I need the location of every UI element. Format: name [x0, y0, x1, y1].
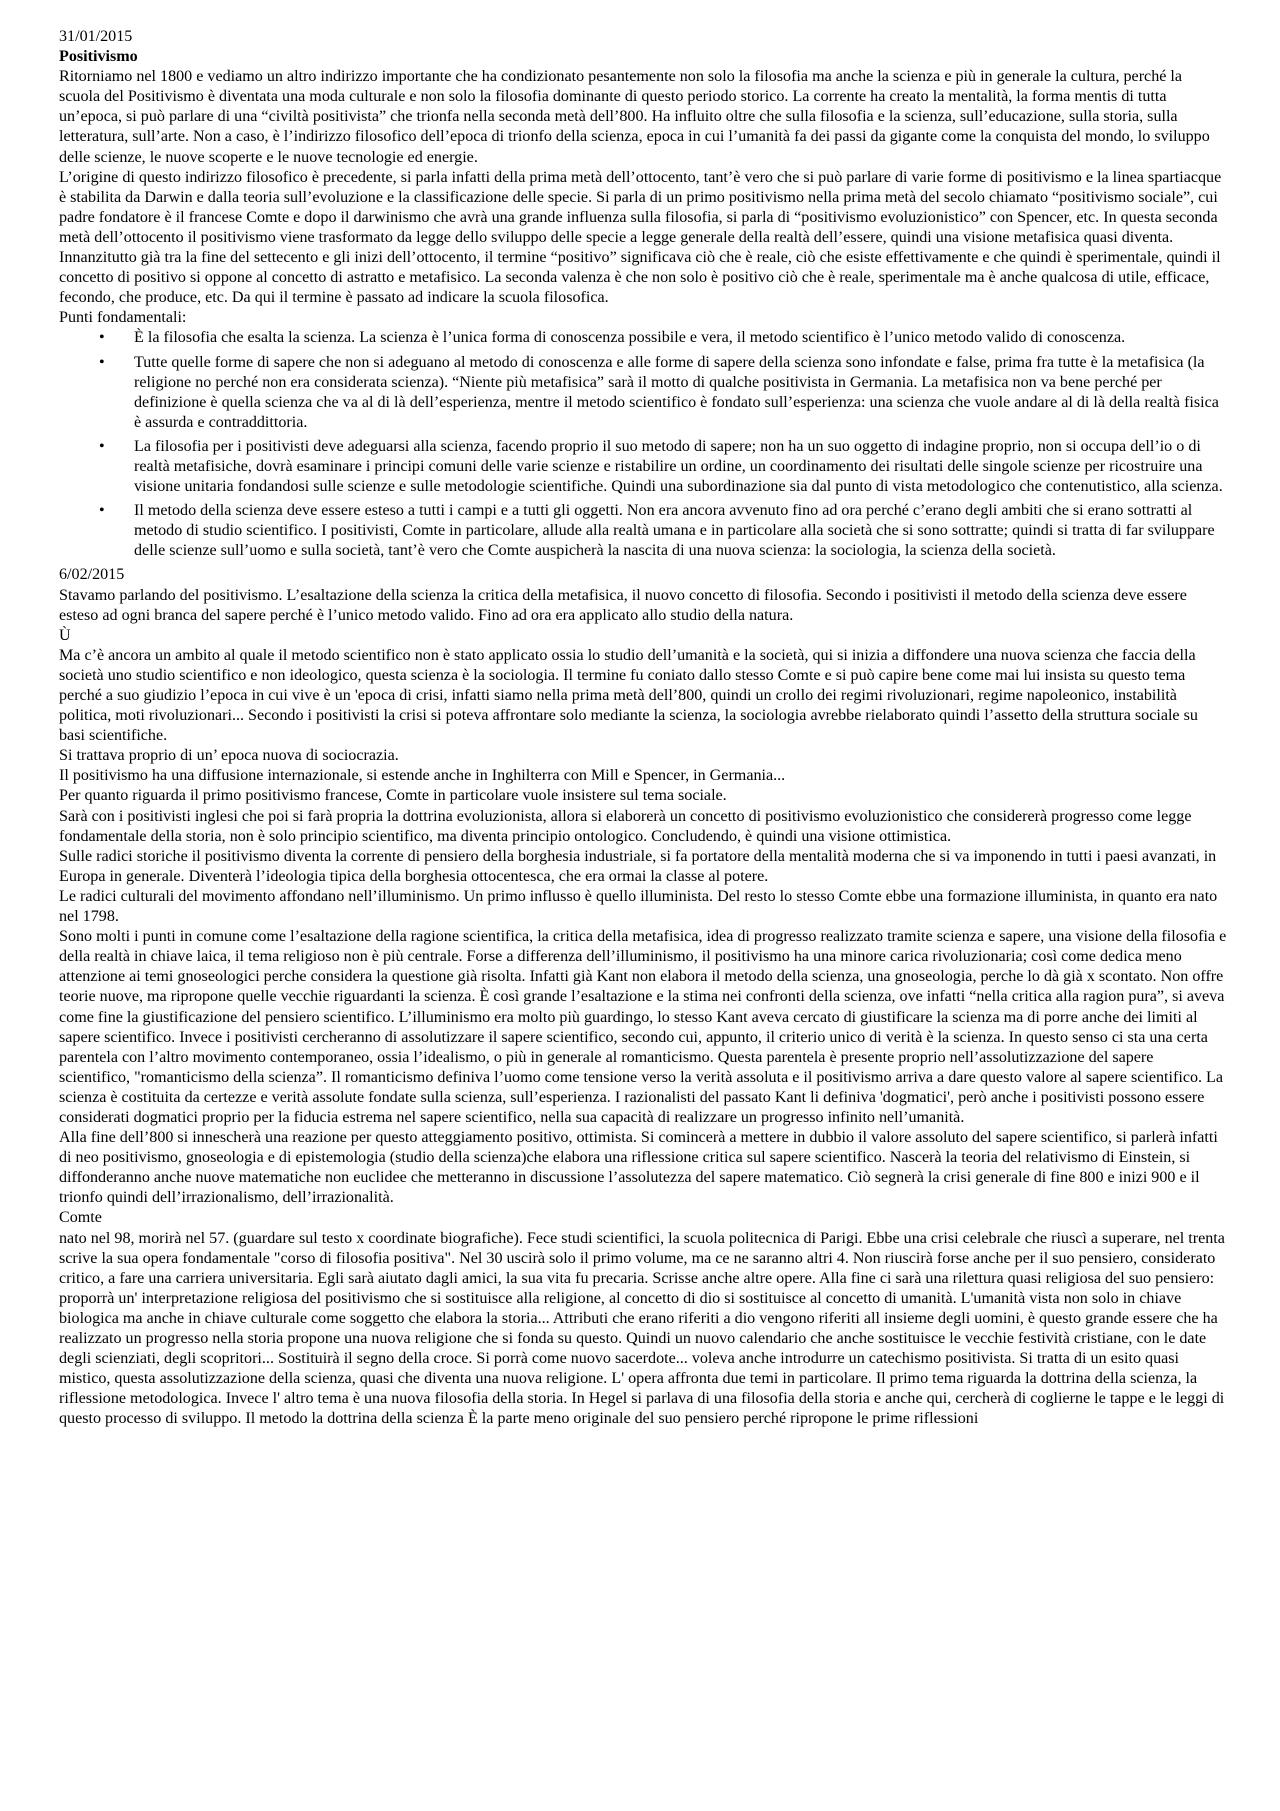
list-item [59, 353, 1227, 433]
list-item [59, 328, 1227, 348]
points-heading: Punti fondamentali: [59, 309, 187, 327]
paragraph: nato nel 98, morirà nel 57. (guardare sul testo x coordinate biografiche). Fece studi scientifici, la scuola politecnica di Parigi. Ebbe una crisi celebrale che riuscì a superare, nel trenta scrive la sua opera fondamentale "corso di filosofia positiva". Nel 30 uscirà solo il primo volume, ma ce ne saranno altri 4. Non riuscirà forse anche per il suo pensiero, considerato critico, a fare una carriera universitaria. Egli sarà aiutato dagli amici, la sua vita fu precaria. Scrisse anche altre opere. Alla fine ci sarà una rilettura quasi religiosa del suo pensiero: proporrà un' interpretazione religiosa del positivismo che si sostituisce alla religione, al concetto di dio si sostituisce al concetto di umanità. L'umanità vista non solo in chiave biologica ma anche in chiave culturale come soggetto che elabora la storia... Attributi che erano riferiti a dio vengono riferiti all insieme degli uomini, è questo grande essere che ha realizzato un progresso nella storia propone una nuova religione che si fonda su questo. Quindi un nuovo calendario che anche sostituisce le vecchie festività cristiane, con le date degli scienziati, degli scopritori... Sostituirà il segno della croce. Si porrà come nuovo sacerdote... voleva anche introdurre un catechismo positivista. Si tratta di un esito quasi mistico, questa assolutizzazione della scienza, quasi che diventa una nuova religione. L' opera affronta due temi in particolare. Il primo tema riguarda la dottrina della scienza, la riflessione metodologica. Invece l' altro tema è una nuova filosofia della storia. In Hegel si parlava di una filosofia della storia e anche qui, cercherà di coglierne le tappe e le leggi di questo processo di sviluppo. Il metodo la dottrina della scienza È la parte meno originale del suo pensiero perché ripropone le prime riflessioni [59, 1229, 1225, 1428]
paragraph: L’origine di questo indirizzo filosofico è precedente, si parla infatti della prima metà dell’ottocento, tant’è vero che si può parlare di varie forme di positivismo e la linea spartiacque è stabilita da Darwin e dalla teoria sull’evoluzione e la classificazione delle specie. Si parla di un primo positivismo nella prima metà del secolo chiamato “positivismo sociale”, cui padre fondatore è il francese Comte e dopo il darwinismo che avrà una grande influenza sulla filosofia, si parla di “positivismo evoluzionistico” con Spencer, etc. In questa seconda metà dell’ottocento il positivismo viene trasformato da legge dello sviluppo delle specie a legge generale della realtà dell’essere, quindi una visione metafisica quasi diventa. [59, 168, 1222, 246]
list-item-text: La filosofia per i positivisti deve adeguarsi alla scienza, facendo proprio il suo metodo di sapere; non ha un suo oggetto di indagine proprio, non si occupa dell’io o di realtà metafisiche, dovrà esaminare i principi comuni delle varie scienze e ristabilire un ordine, un coordinamento dei risultati delle singole scienze per ricostruire una visione unitaria fondandosi sulle scienze e sulle metodologie scientifiche. Quindi una subordinazione sia dal punto di vista metodologico che contenutistico, alla scienza. [134, 437, 1223, 496]
paragraph: Innanzitutto già tra la fine del settecento e gli inizi dell’ottocento, il termine “positivo” significava ciò che è reale, ciò che esiste effettivamente e che quindi è sperimentale, quindi il concetto di positivo si oppone al concetto di astratto e metafisico. La seconda valenza è che non solo è positivo ciò che è reale, sperimentale ma è anche qualcosa di utile, efficace, fecondo, che produce, etc. Da qui il termine è passato ad indicare la scuola filosofica. [59, 249, 1221, 307]
date-heading-1: 31/01/2015 [59, 28, 133, 45]
paragraph: Si trattava proprio di un’ epoca nuova di sociocrazia. [59, 747, 399, 765]
paragraph: Sulle radici storiche il positivismo diventa la corrente di pensiero della borghesia industriale, si fa portatore della mentalità moderna che si va imponendo in tutti i paesi avanzati, in Europa in generale. Diventerà l’ideologia tipica della borghesia ottocentesca, che era ormai la classe al potere. [59, 847, 1217, 885]
paragraph: Sono molti i punti in comune come l’esaltazione della ragione scientifica, la critica della metafisica, idea di progresso realizzato tramite scienza e sapere, una visione della filosofia e della realtà in chiave laica, il tema religioso non è più centrale. Forse a differenza dell’illuminismo, il positivismo ha una minore carica rivoluzionaria; così come dedica meno attenzione ai temi gnoseologici perche considera la questione già risolta. Infatti già Kant non elabora il metodo della scienza, una gnoseologia, perche lo dà già x scontato. Non offre teorie nuove, ma ripropone quelle vecchie riguardanti la scienza. È così grande l’esaltazione e la stima nei confronti della scienza, ove infatti “nella critica alla ragion pura”, si aveva come fine la giustificazione del pensiero scientifico. L’illuminismo era molto più guardingo, lo stesso Kant aveva cercato di giustificare la scienza ma di porre anche dei limiti al sapere scientifico. Invece i positivisti cercheranno di assolutizzare il sapere scientifico, secondo cui, appunto, il criterio unico di verità è la scienza. In questo senso ci sta una certa parentela con l’altro movimento contemporaneo, ossia l’idealismo, o più in generale al romanticismo. Questa parentela è presente proprio nell’assolutizzazione del sapere scientifico, "romanticismo della scienza”. Il romanticismo definiva l’uomo come tensione verso la verità assoluta e il positivismo arriva a dare questo valore al sapere scientifico. La scienza è costituita da certezze e verità assolute fondate sulla scienza, sull’esperienza. I razionalisti del passato Kant li definiva 'dogmatici', però anche i positivisti possono essere considerati dogmatici proprio per la fiducia estrema nel sapere scientifico, nella sua capacità di realizzare un progresso infinito nell’umanità. [59, 928, 1227, 1126]
stray-character: Ù [59, 626, 71, 644]
section-heading-comte: Comte [59, 1209, 102, 1227]
list-item [59, 501, 1227, 561]
list-item [59, 437, 1227, 497]
list-item-text: È la filosofia che esalta la scienza. La scienza è l’unica forma di conoscenza possibile e vera, il metodo scientifico è l’unico metodo valido di conoscenza. [134, 329, 1126, 347]
paragraph: Il positivismo ha una diffusione internazionale, si estende anche in Inghilterra con Mill e Spencer, in Germania... [59, 767, 786, 785]
paragraph: Alla fine dell’800 si innescherà una reazione per questo atteggiamento positivo, ottimista. Si comincerà a mettere in dubbio il valore assoluto del sapere scientifico, si parlerà infatti di neo positivismo, gnoseologia e di epistemologia (studio della scienza)che elabora una riflessione critica sul sapere scientifico. Nascerà la teoria del relativismo di Einstein, si diffonderanno anche nuove matematiche non euclidee che metteranno in discussione l’assolutezza del sapere matematico. Ciò segnerà la crisi generale di fine 800 e inizi 900 e il trionfo quindi dell’irrazionalismo, dell’irrazionalità. [59, 1129, 1218, 1207]
paragraph: Sarà con i positivisti inglesi che poi si farà propria la dottrina evoluzionista, allora si elaborerà un concetto di positivismo evoluzionistico che considererà progresso come legge fondamentale della storia, non è solo principio scientifico, ma diventa principio ontologico. Concludendo, è quindi una visione ottimistica. [59, 807, 1192, 845]
paragraph: Stavamo parlando del positivismo. L’esaltazione della scienza la critica della metafisica, il nuovo concetto di filosofia. Secondo i positivisti il metodo della scienza deve essere esteso ad ogni branca del sapere perché è l’unico metodo valido. Fino ad ora era applicato allo studio della natura. [59, 586, 1187, 624]
bullet-icon: • [99, 353, 105, 371]
paragraph: Le radici culturali del movimento affondano nell’illuminismo. Un primo influsso è quello illuminista. Del resto lo stesso Comte ebbe una formazione illuminista, in quanto era nato nel 1798. [59, 887, 1218, 926]
bullet-icon: • [99, 329, 105, 347]
bullet-icon: • [99, 502, 105, 520]
bullet-icon: • [99, 437, 105, 455]
paragraph: Ma c’è ancora un ambito al quale il metodo scientifico non è stato applicato ossia lo studio dell’umanità e la società, qui si inizia a diffondere una nuova scienza che faccia della società uno studio scientifico e non ideologico, questa scienza è la sociologia. Il termine fu coniato dallo stesso Comte e si può capire bene come mai lui insista su questo tema perché a suo giudizio l’epoca in cui vive è un 'epoca di crisi, infatti siamo nella prima metà dell’800, quindi un crollo dei regimi rivoluzionari, regime napoleonico, instabilità politica, moti rivoluzionari... Secondo i positivisti la crisi si poteva affrontare solo mediante la scienza, la sociologia avrebbe rielaborato quindi l’assetto della struttura sociale su basi scientifiche. [59, 646, 1198, 745]
document-title: Positivismo [59, 48, 138, 66]
paragraph: Ritorniamo nel 1800 e vediamo un altro indirizzo importante che ha condizionato pesantemente non solo la filosofia ma anche la scienza e più in generale la cultura, perché la scuola del Positivismo è diventata una moda culturale e non solo la filosofia dominante di questo periodo storico. La corrente ha creato la mentalità, la forma mentis di tutta un’epoca, si può parlare di una “civiltà positivista” che trionfa nella seconda metà dell’800. Ha influito oltre che sulla filosofia e la scienza, sull’educazione, sulla storia, sulla letteratura, sull’arte. Non a caso, è l’indirizzo filosofico dell’epoca di trionfo della scienza, epoca in cui l’umanità fa dei passi da gigante come la conquista del mondo, lo sviluppo delle scienze, le nuove scoperte e le nuove tecnologie ed energie. [59, 68, 1210, 166]
fundamental-points-list [59, 328, 1227, 561]
document-page [59, 27, 1227, 1429]
list-item-text: Tutte quelle forme di sapere che non si adeguano al metodo di conoscenza e alle forme di sapere della scienza sono infondate e false, prima fra tutte è la metafisica (la religione no perché non era considerata scienza). “Niente più metafisica” sarà il motto di qualche positivista in Germania. La metafisica non va bene perché per definizione è quella scienza che va al di là dell’esperienza, mentre il metodo scientifico è fondato sull’esperienza: una scienza che vuole andare al di là della realtà fisica è assurda e contraddittoria. [134, 353, 1219, 431]
list-item-text: Il metodo della scienza deve essere esteso a tutti i campi e a tutti gli oggetti. Non era ancora avvenuto fino ad ora perché c’erano degli ambiti che si erano sottratti al metodo di studio scientifico. I positivisti, Comte in particolare, allude alla realtà umana e in particolare alla società che si sono sottratte; quindi si tratta di far sviluppare delle scienze sull’uomo e sulla società, tant’è vero che Comte auspicherà la nascita di una nuova scienza: la sociologia, la scienza della società. [134, 502, 1215, 560]
paragraph: Per quanto riguarda il primo positivismo francese, Comte in particolare vuole insistere sul tema sociale. [59, 787, 727, 805]
date-heading-2: 6/02/2015 [59, 566, 125, 584]
